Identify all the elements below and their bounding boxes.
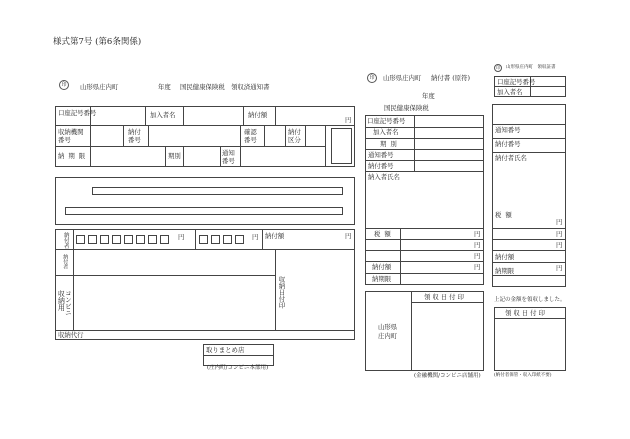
certificate-payment-no-label: 納付番号 bbox=[495, 140, 521, 148]
receipt-yen-3: 円 bbox=[474, 252, 481, 260]
notice-payer-label: 納付者 bbox=[62, 232, 69, 249]
receipt-amount-label: 納付額 bbox=[372, 263, 392, 271]
receipt-tax-name: 国民健康保険税 bbox=[384, 104, 429, 112]
notice-yen-1: 円 bbox=[345, 116, 352, 124]
town-seal-icon: 印 bbox=[59, 80, 69, 90]
receipt-footer-note: (金融機関/コンビニ店舗用) bbox=[414, 373, 481, 379]
notice-address-area bbox=[55, 177, 355, 225]
receipt-subscriber-label: 加入者名 bbox=[373, 128, 399, 136]
certificate-heading: 山形県庄内町 領収証書 bbox=[506, 65, 556, 70]
receipt-yen-4: 円 bbox=[474, 263, 481, 271]
certificate-yen-1: 円 bbox=[556, 218, 563, 226]
notice-notice-no-label: 通知番号 bbox=[222, 149, 235, 165]
certificate-tax-amount-label: 税額 bbox=[495, 211, 516, 219]
notice-payer-label-2: 納付者 bbox=[62, 254, 69, 269]
certificate-account-label: 口座記号番号 bbox=[497, 78, 536, 86]
receipt-payment-no-label: 納付番号 bbox=[368, 162, 394, 170]
certificate-yen-4: 円 bbox=[556, 264, 563, 272]
notice-yen-4: 円 bbox=[345, 232, 352, 240]
notice-footer-note: (庄内町/コンビニ本部用) bbox=[207, 365, 269, 371]
notice-subscriber-label: 加入者名 bbox=[150, 111, 176, 119]
notice-year-label: 年度 bbox=[158, 83, 171, 91]
notice-period-label: 期別 bbox=[168, 152, 181, 160]
receipt-payer-name-label: 納入者氏名 bbox=[368, 173, 400, 181]
form-number: 様式第7号 (第6条関係) bbox=[53, 37, 142, 47]
notice-stamp-label: 収納日付印 bbox=[277, 276, 286, 309]
notice-yen-3: 円 bbox=[252, 233, 259, 241]
notice-amount-label-2: 納付額 bbox=[265, 232, 285, 240]
receipt-account-label: 口座記号番号 bbox=[367, 117, 406, 125]
address-line-2 bbox=[65, 207, 343, 215]
certificate-yen-3: 円 bbox=[556, 241, 563, 249]
notice-lower-grid bbox=[55, 229, 355, 340]
certificate-amount-label: 納付額 bbox=[495, 253, 515, 261]
notice-blank-box bbox=[331, 128, 352, 164]
aggregation-store-label: 取りまとめ店 bbox=[206, 346, 245, 354]
notice-yen-2: 円 bbox=[178, 233, 185, 241]
notice-payment-no-label: 納付番号 bbox=[128, 128, 141, 144]
certificate-notice-no-label: 通知番号 bbox=[495, 126, 521, 134]
notice-amount-label: 納付額 bbox=[248, 111, 268, 119]
certificate-deadline-label: 納期限 bbox=[495, 267, 515, 275]
notice-confirm-no-label: 確認番号 bbox=[244, 128, 257, 144]
receipt-stamp-label: 領収日付印 bbox=[424, 293, 466, 301]
receipt-notice-no-label: 通知番号 bbox=[368, 151, 394, 159]
receipt-yen-1: 円 bbox=[474, 230, 481, 238]
certificate-received-note: 上記の金額を領収しました。 bbox=[494, 297, 566, 303]
address-line-1 bbox=[92, 187, 343, 195]
notice-municipality: 山形県庄内町 bbox=[80, 83, 119, 91]
receipt-yen-2: 円 bbox=[474, 241, 481, 249]
notice-agency-label: 収納機関番号 bbox=[58, 128, 84, 144]
receipt-year-label: 年度 bbox=[422, 92, 435, 100]
receipt-stamp-box bbox=[365, 291, 484, 371]
receipt-tax-amount-label: 税額 bbox=[374, 230, 395, 238]
certificate-seal-icon: 印 bbox=[496, 65, 500, 70]
notice-account-label: 口座記号番号 bbox=[58, 109, 97, 117]
notice-heading: 国民健康保険税 領収済通知書 bbox=[180, 83, 270, 91]
certificate-yen-2: 円 bbox=[556, 230, 563, 238]
certificate-subscriber-label: 加入者名 bbox=[497, 88, 523, 96]
notice-deadline-label: 納期限 bbox=[58, 152, 90, 160]
receipt-heading: 納付書 (原符) bbox=[431, 74, 470, 82]
receipt-deadline-label: 納期限 bbox=[372, 275, 392, 283]
receipt-municipality: 山形県庄内町 bbox=[383, 74, 422, 82]
certificate-stamp-label: 領収日付印 bbox=[505, 309, 547, 317]
notice-collection-use-label: 収納用 bbox=[57, 290, 66, 311]
receipt-town: 庄内町 bbox=[378, 332, 398, 340]
certificate-payer-name-label: 納付者氏名 bbox=[495, 154, 527, 162]
notice-convenience-label: コンビニ bbox=[63, 290, 72, 316]
notice-info-grid bbox=[55, 106, 355, 167]
certificate-footer-note: (納付者保管・収入印紙不要) bbox=[494, 373, 552, 378]
notice-agency-label: 収納代行 bbox=[58, 331, 84, 339]
notice-category-label: 納付区分 bbox=[288, 128, 301, 144]
receipt-period-label: 期別 bbox=[380, 140, 401, 148]
receipt-seal-icon: 印 bbox=[367, 73, 377, 83]
receipt-prefecture: 山形県 bbox=[378, 323, 398, 331]
